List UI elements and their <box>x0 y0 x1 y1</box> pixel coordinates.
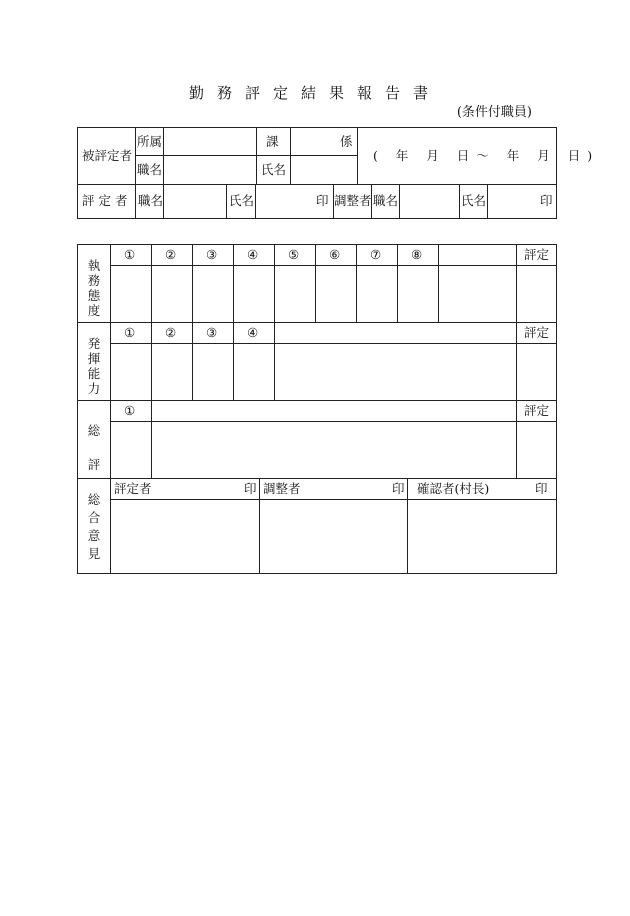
adjuster-position-label: 職名 <box>373 193 399 208</box>
attitude-rating-label: 評定 <box>524 247 550 262</box>
subsection-label: 係 <box>340 134 353 149</box>
opinion-evaluator-label: 評定者 <box>114 481 152 496</box>
attitude-item-5: ⑤ <box>288 247 300 262</box>
evaluator-position-label: 職名 <box>138 193 164 208</box>
attitude-item-7: ⑦ <box>370 247 382 262</box>
section-label: 課 <box>266 134 279 149</box>
overall-item-1: ① <box>124 403 136 418</box>
opinion-confirmer-seal: 印 <box>535 481 548 496</box>
attitude-item-6: ⑥ <box>329 247 341 262</box>
attitude-label: 執務態度 <box>87 258 101 318</box>
evaluator-name-label: 氏名 <box>229 193 255 208</box>
evaluation-table <box>77 244 557 574</box>
ability-item-4: ④ <box>247 325 259 340</box>
adjuster-label: 調整者 <box>334 193 372 208</box>
evaluatee-position-label: 職名 <box>137 162 163 177</box>
document-title: 勤務評定結果報告書 <box>188 84 441 102</box>
affiliation-label: 所属 <box>137 134 163 149</box>
attitude-item-8: ⑧ <box>411 247 423 262</box>
opinion-confirmer-label: 確認者(村長) <box>417 481 490 496</box>
opinion-adjuster-label: 調整者 <box>263 481 301 496</box>
adjuster-name-label: 氏名 <box>461 193 487 208</box>
ability-item-1: ① <box>124 325 136 340</box>
attitude-item-2: ② <box>165 247 177 262</box>
evaluatee-label: 被評定者 <box>82 148 133 163</box>
ability-rating-label: 評定 <box>524 325 550 340</box>
attitude-item-3: ③ <box>206 247 218 262</box>
evaluator-label: 評 定 者 <box>82 193 128 208</box>
adjuster-seal: 印 <box>540 193 553 208</box>
evaluation-period: ( 年 月 日〜 年 月 日) <box>373 148 600 163</box>
opinion-evaluator-seal: 印 <box>244 481 257 496</box>
opinion-adjuster-seal: 印 <box>392 481 405 496</box>
evaluatee-name-label: 氏名 <box>261 162 287 177</box>
evaluator-seal: 印 <box>316 193 329 208</box>
attitude-item-1: ① <box>124 247 136 262</box>
ability-item-3: ③ <box>206 325 218 340</box>
ability-item-2: ② <box>165 325 177 340</box>
opinion-label: 総合意見 <box>87 492 101 561</box>
ability-label: 発揮能力 <box>87 336 101 396</box>
overall-rating-label: 評定 <box>524 403 550 418</box>
overall-label: 総評 <box>87 423 101 472</box>
document-subtitle: (条件付職員) <box>456 105 532 120</box>
attitude-item-4: ④ <box>247 247 259 262</box>
